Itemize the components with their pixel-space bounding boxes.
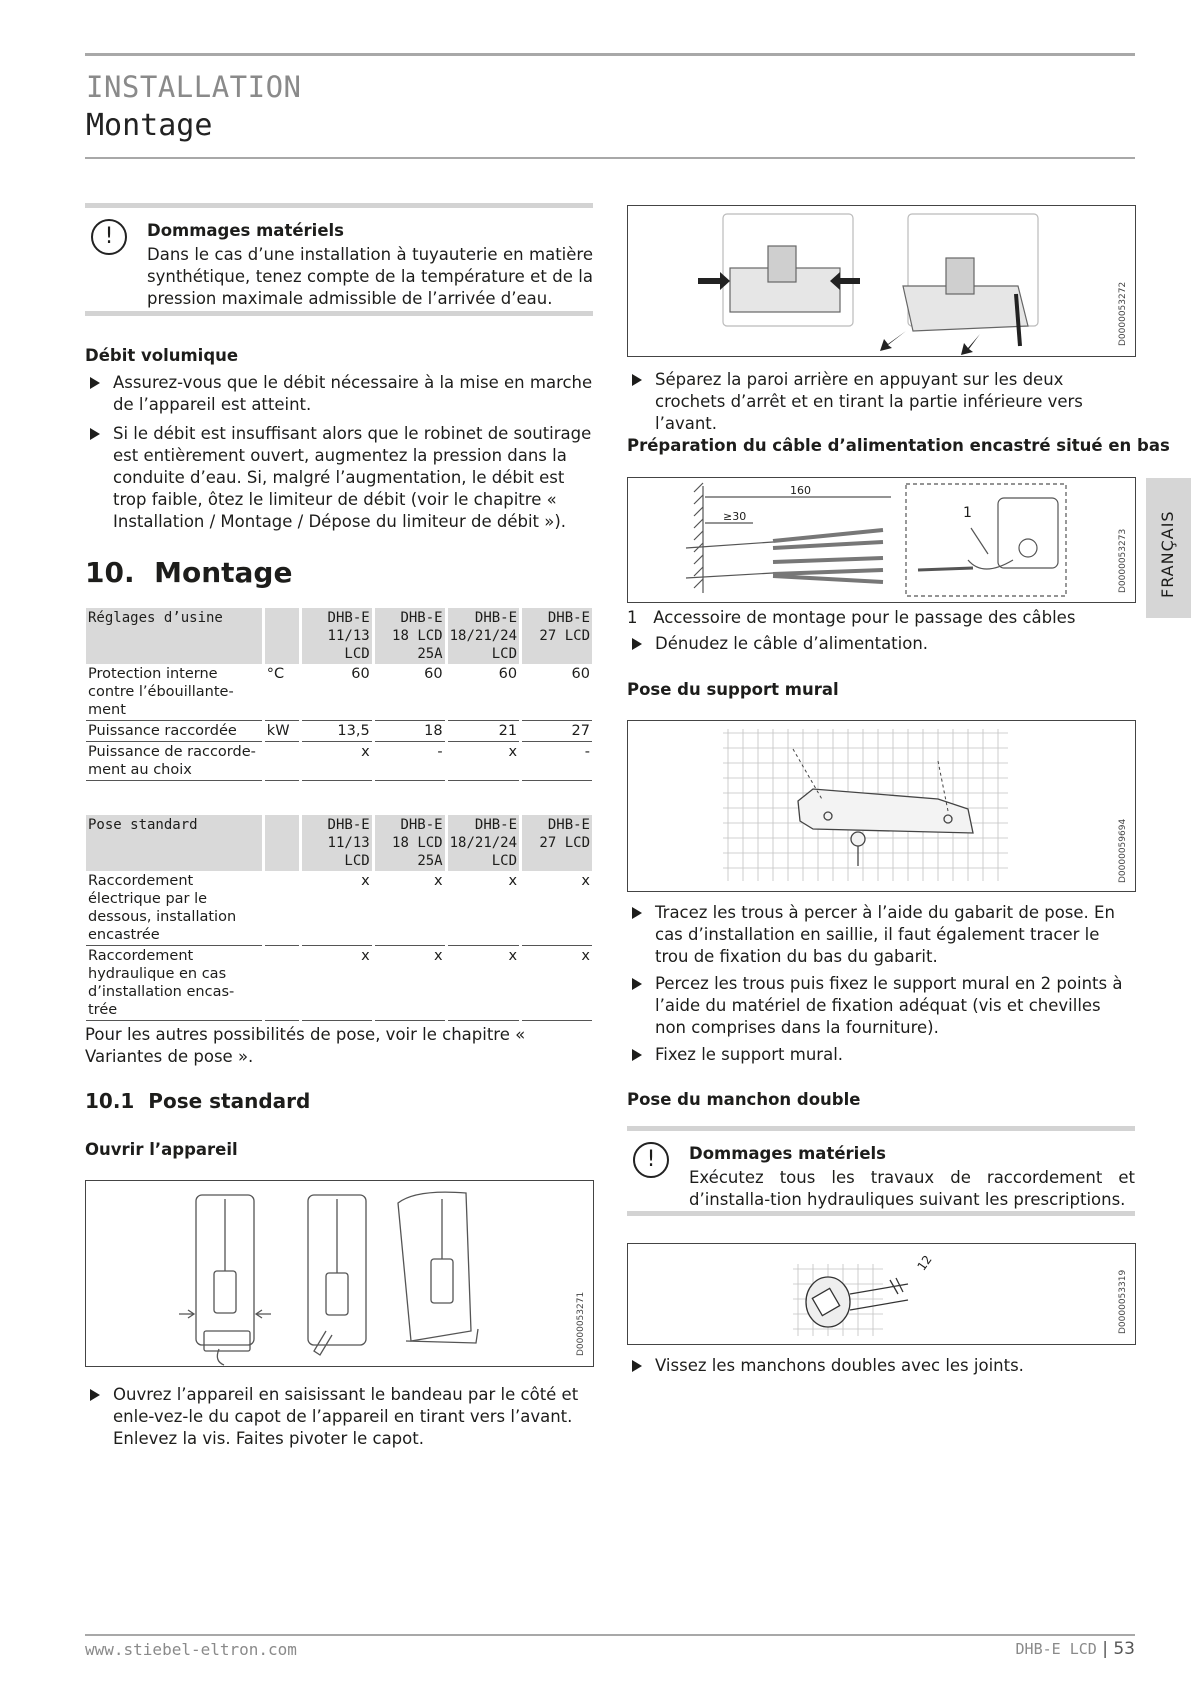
- manchon-heading: Pose du manchon double: [627, 1090, 861, 1109]
- table-cell: 60: [302, 664, 372, 721]
- open-device-illustration: [86, 1181, 593, 1366]
- table-row: [86, 742, 592, 781]
- footer-rule: [85, 1634, 1135, 1636]
- footer-separator: |: [1102, 1639, 1108, 1659]
- page-title: Montage: [86, 108, 213, 143]
- exclamation-icon: !: [633, 1142, 669, 1178]
- table-cell: [265, 871, 299, 946]
- other-poses-text: Pour les autres possibilités de pose, voir le chapitre « Variantes de pose ».: [85, 1025, 526, 1066]
- fixez-bullet: Fixez le support mural.: [632, 1044, 1135, 1066]
- factory-settings-table: [83, 608, 595, 781]
- figure-number: D0000059694: [1118, 818, 1128, 883]
- table-cell: x: [522, 946, 592, 1021]
- table-cell: [265, 742, 299, 781]
- wall-bracket-illustration: [628, 721, 1135, 891]
- table-cell: °C: [265, 664, 299, 721]
- bullet-arrow-icon: [90, 428, 100, 440]
- figure-back-wall: [627, 205, 1136, 357]
- bullet-arrow-icon: [632, 907, 642, 919]
- bullet-arrow-icon: [632, 1360, 642, 1372]
- warning-top-bar: [627, 1126, 1135, 1131]
- table-cell: Protection interne contre l’ébouillante-ment: [86, 664, 262, 721]
- table-cell: x: [302, 871, 372, 946]
- bullet-arrow-icon: [632, 638, 642, 650]
- table-cell: 21: [448, 721, 519, 742]
- figure-open-device: [85, 1180, 594, 1367]
- figure-number: D0000053271: [576, 1291, 586, 1356]
- bullet-arrow-icon: [632, 374, 642, 386]
- tracez-bullet: Tracez les trous à percer à l’aide du gabarit de pose. En cas d’installation en saillie, il faut également tracer le trou de fixation du bas du gabarit.: [632, 902, 1135, 968]
- table-cell: x: [522, 871, 592, 946]
- table-cell: 60: [375, 664, 445, 721]
- ouvrir-bullet: Ouvrez l’appareil en saisissant le bandeau par le côté et enle-vez-le du capot de l’appareil en tirant vers l’avant. Enlevez la vis. Faites pivoter le capot.: [90, 1384, 593, 1450]
- figure-number: D0000053273: [1118, 528, 1128, 593]
- table-header-cell: DHB-E 18 LCD 25A: [375, 608, 445, 664]
- bullet-arrow-icon: [90, 1389, 100, 1401]
- table-header-cell: DHB-E 18/21/24 LCD: [449, 610, 518, 662]
- language-tab-label: FRANÇAIS: [1158, 510, 1177, 598]
- table-row: [86, 871, 592, 946]
- warning-box-material-damage: [85, 203, 593, 317]
- footer-model: DHB-E LCD: [1015, 1640, 1097, 1658]
- table-cell: [265, 946, 299, 1021]
- vissez-bullet: Vissez les manchons doubles avec les joints.: [632, 1355, 1135, 1377]
- table-row: [86, 664, 592, 721]
- table-cell: Puissance de raccorde-ment au choix: [86, 742, 262, 781]
- warning-title: Dommages matériels: [689, 1144, 886, 1163]
- header-rule: [85, 157, 1135, 159]
- bullet-arrow-icon: [90, 377, 100, 389]
- figure-cable-prep: [627, 477, 1136, 603]
- warning-bottom-bar: [627, 1211, 1135, 1216]
- warning-text: Dans le cas d’une installation à tuyauterie en matière synthétique, tenez compte de la température et de la pression maximale admissible de l’arrivée d’eau.: [147, 245, 593, 308]
- table-header-cell: [265, 815, 299, 871]
- table-row: [86, 946, 592, 1021]
- table-cell: Raccordement électrique par le dessous, installation encastrée: [86, 871, 262, 946]
- table-header-row: [86, 608, 592, 664]
- warning-box-hydraulic: [627, 1126, 1135, 1216]
- top-rule: [85, 53, 1135, 56]
- table-cell: x: [302, 946, 372, 1021]
- denudez-bullet: Dénudez le câble d’alimentation.: [632, 633, 1135, 655]
- table-header-cell: DHB-E 27 LCD: [522, 608, 592, 664]
- ouvrir-heading: Ouvrir l’appareil: [85, 1140, 238, 1159]
- table-header-cell: Pose standard: [86, 815, 262, 871]
- table-header-cell: DHB-E 18/21/24 LCD: [449, 817, 518, 869]
- table-cell: x: [375, 871, 445, 946]
- page-number: 53: [1113, 1639, 1135, 1659]
- bullet-arrow-icon: [632, 978, 642, 990]
- table-cell: x: [448, 946, 519, 1021]
- double-sleeve-illustration: [628, 1244, 1135, 1344]
- figure-number: D0000053272: [1118, 281, 1128, 346]
- cable-heading: Préparation du câble d’alimentation encastré situé en bas: [627, 436, 1170, 455]
- table-cell: kW: [265, 721, 299, 742]
- section-label: INSTALLATION: [86, 70, 302, 104]
- table-header-row: [86, 815, 592, 871]
- table-cell: Raccordement hydraulique en cas d’installation encas-trée: [86, 946, 262, 1021]
- figure-wall-bracket: [627, 720, 1136, 892]
- table-header-cell: Réglages d’usine: [86, 608, 262, 664]
- callout-1: 1: [963, 505, 972, 521]
- footer-page-info: [980, 1639, 1135, 1659]
- table-cell: x: [302, 742, 372, 781]
- dim-12: 12: [914, 1252, 935, 1274]
- table-cell: -: [522, 742, 592, 781]
- language-tab[interactable]: [1146, 478, 1191, 618]
- dim-30: ≥30: [723, 510, 747, 523]
- legend-item: 1 Accessoire de montage pour le passage des câbles: [627, 608, 1076, 627]
- figure-double-sleeve: [627, 1243, 1136, 1345]
- separez-bullet: Séparez la paroi arrière en appuyant sur les deux crochets d’arrêt et en tirant la partie inférieure vers l’avant.: [632, 369, 1135, 435]
- back-wall-illustration: [628, 206, 1135, 356]
- debit-bullet-1: Assurez-vous que le débit nécessaire à la mise en marche de l’appareil est atteint.: [90, 372, 593, 416]
- section-10-heading: 10. Montage: [85, 556, 293, 589]
- table-cell: 13,5: [302, 721, 372, 742]
- table-cell: x: [375, 946, 445, 1021]
- exclamation-icon: !: [91, 219, 127, 255]
- debit-heading: Débit volumique: [85, 346, 239, 365]
- table-header-cell: DHB-E 11/13 LCD: [302, 608, 372, 664]
- footer-url[interactable]: www.stiebel-eltron.com: [85, 1640, 297, 1659]
- warning-text: Exécutez tous les travaux de raccordement et d’installa-tion hydrauliques suivant les prescriptions.: [689, 1168, 1135, 1209]
- table-header-cell: [265, 608, 299, 664]
- figure-number: D0000053319: [1118, 1269, 1128, 1334]
- table-cell: Puissance raccordée: [86, 721, 262, 742]
- warning-bottom-bar: [85, 311, 593, 316]
- table-cell: 27: [522, 721, 592, 742]
- table-cell: x: [448, 742, 519, 781]
- support-heading: Pose du support mural: [627, 680, 839, 699]
- bullet-arrow-icon: [632, 1049, 642, 1061]
- standard-installation-table: [83, 815, 595, 1021]
- section-10-1-heading: 10.1 Pose standard: [85, 1089, 311, 1113]
- dim-160: 160: [790, 484, 811, 497]
- table-cell: -: [375, 742, 445, 781]
- table-cell: 18: [375, 721, 445, 742]
- table-header-cell: DHB-E 11/13 LCD: [302, 815, 372, 871]
- table-header-cell: DHB-E 27 LCD: [522, 815, 592, 871]
- percez-bullet: Percez les trous puis fixez le support mural en 2 points à l’aide du matériel de fixation adéquat (vis et chevilles non comprises dans la fourniture).: [632, 973, 1135, 1039]
- table-header-cell: DHB-E 18 LCD 25A: [375, 815, 445, 871]
- table-cell: 60: [448, 664, 519, 721]
- cable-prep-illustration: [628, 478, 1135, 602]
- table-row: [86, 721, 592, 742]
- warning-top-bar: [85, 203, 593, 208]
- table-cell: x: [448, 871, 519, 946]
- table-cell: 60: [522, 664, 592, 721]
- warning-title: Dommages matériels: [147, 221, 344, 240]
- debit-bullet-2: Si le débit est insuffisant alors que le robinet de soutirage est entièrement ouvert, augmentez la pression dans la conduite d’eau. Si, malgré l’augmentation, le débit est trop faible, ôtez le limiteur de débit (voir le chapitre « Installation / Montage / Dépose du limiteur de débit »).: [90, 423, 593, 533]
